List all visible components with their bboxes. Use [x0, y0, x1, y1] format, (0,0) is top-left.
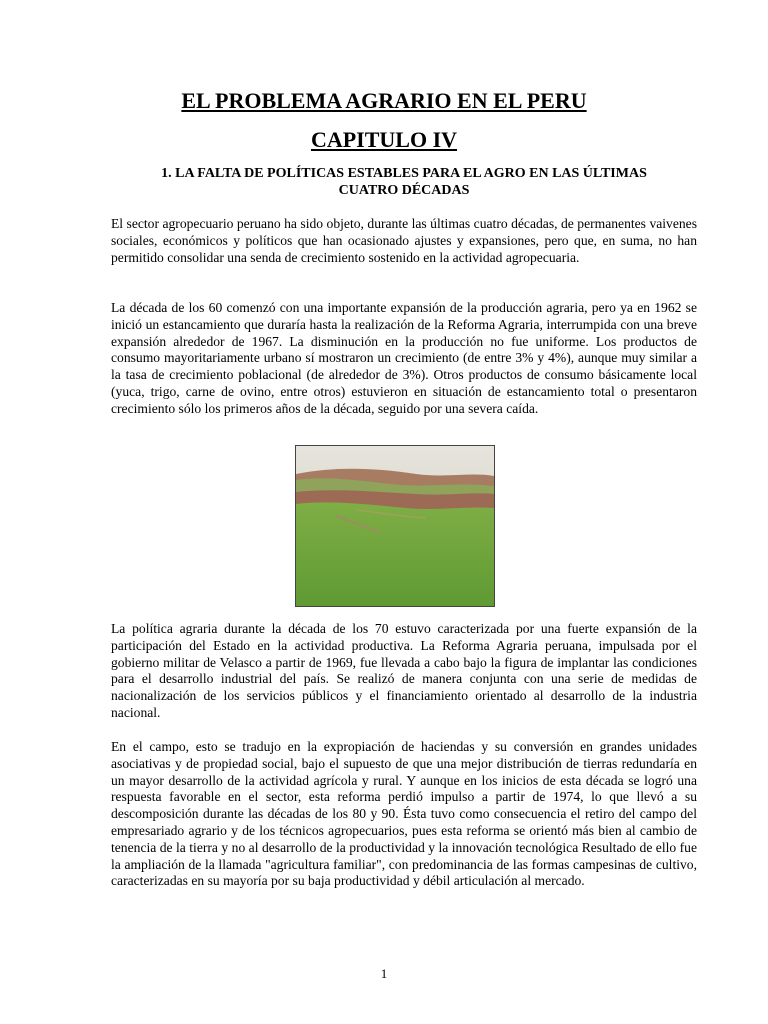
section-heading: 1. LA FALTA DE POLÍTICAS ESTABLES PARA EL AGRO EN LAS ÚLTIMAS CUATRO DÉCADAS — [161, 166, 647, 198]
farmland-photo-graphic — [296, 446, 494, 606]
paragraph-2: La década de los 60 comenzó con una importante expansión de la producción agraria, pero ya en 1962 se inició un estancamiento que duraría hasta la realización de la Reforma Agraria, interrumpida con una breve expansión alrededor de 1967. La disminución en la producción no fue uniforme. Los productos de consumo mayoritariamente urbano sí mostraron un crecimiento (de entre 3% y 4%), aunque muy similar a la tasa de crecimiento poblacional (de alrededor de 3%). Otros productos de consumo básicamente local (yuca, trigo, carne de ovino, entre otros) estuvieron en situación de estancamiento total o presentaron crecimiento sólo los primeros años de la década, seguido por una severa caída. — [111, 300, 697, 416]
document-title: EL PROBLEMA AGRARIO EN EL PERU — [181, 88, 587, 113]
paragraph-4: En el campo, esto se tradujo en la expropiación de haciendas y su conversión en grandes unidades asociativas y de propiedad social, bajo el supuesto de que una mejor distribución de tierras redundaría en un mayor desarrollo de la actividad agrícola y rural. Y aunque en los inicios de esta década se logró una respuesta favorable en el sector, esta reforma perdió impulso a partir de 1974, lo que llevó a su descomposición durante las décadas de los 80 y 90. Ésta tuvo como consecuencia el retiro del campo del empresariado agrario y de los técnicos agropecuarios, pues esta reforma se orientó más bien al cambio de tenencia de la tierra y no al desarrollo de la productividad y la innovación tecnológica Resultado de ello fue la ampliación de la llamada "agricultura familiar", con predominancia de las formas campesinas de cultivo, caracterizadas en su mayoría por su baja productividad y débil articulación al mercado. — [111, 739, 697, 889]
farmland-photo — [295, 445, 495, 607]
page-number: 1 — [380, 966, 388, 981]
paragraph-3: La política agraria durante la década de los 70 estuvo caracterizada por una fuerte expansión de la participación del Estado en la actividad productiva. La Reforma Agraria peruana, impulsada por el gobierno militar de Velasco a partir de 1969, fue llevada a cabo bajo la figura de implantar las condiciones para el desarrollo industrial del país. Se realizó de manera conjunta con una serie de medidas de nacionalización de los servicios públicos y el financiamiento orientado al desarrollo de la industria nacional. — [111, 621, 697, 720]
paragraph-1: El sector agropecuario peruano ha sido objeto, durante las últimas cuatro décadas, de permanentes vaivenes sociales, económicos y políticos que han ocasionado ajustes y expansiones, pero que, en suma, no han permitido consolidar una senda de crecimiento sostenido en la actividad agropecuaria. — [111, 216, 697, 265]
chapter-heading: CAPITULO IV — [310, 127, 458, 152]
